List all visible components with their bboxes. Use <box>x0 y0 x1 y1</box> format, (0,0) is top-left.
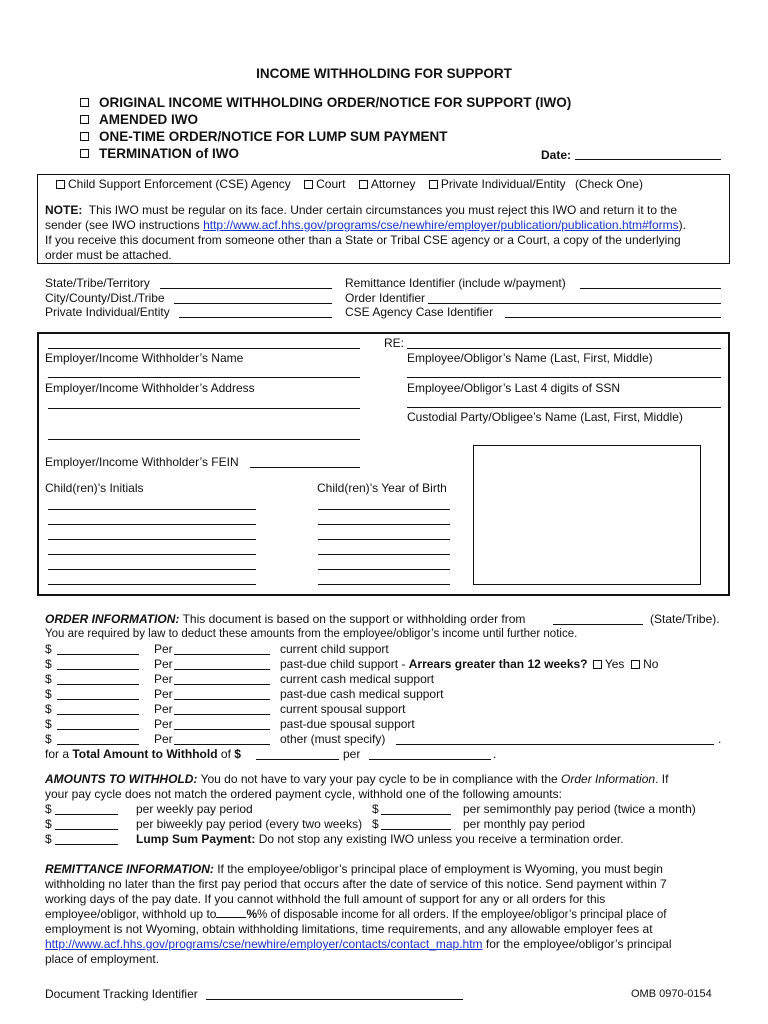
order-info-line-2: You are required by law to deduct these amounts from the employee/obligor’s income until further notice. <box>45 628 578 640</box>
dollar-sign: $ <box>45 687 52 701</box>
semimonthly-amount-field[interactable] <box>381 814 451 815</box>
total-amount-row: for a Total Amount to Withhold of $ <box>45 747 241 761</box>
sender-option-court[interactable]: Court <box>304 177 345 191</box>
period-mark: . <box>718 732 722 746</box>
cse-case-identifier-label: CSE Agency Case Identifier <box>345 305 494 319</box>
remittance-line-7: place of employment. <box>45 952 160 966</box>
total-per-field[interactable] <box>369 759 491 760</box>
amount-field[interactable] <box>57 744 139 745</box>
omb-number: OMB 0970-0154 <box>631 988 712 1000</box>
remittance-line-4: employee/obligor, withhold up to %% of disposable income for all orders. If the employee/obligor’s principal place of <box>45 907 667 921</box>
employee-name-label: Employee/Obligor’s Name (Last, First, Middle) <box>407 351 653 365</box>
dollar-sign: $ <box>45 802 52 816</box>
amount-field[interactable] <box>57 654 139 655</box>
amount-field[interactable] <box>57 714 139 715</box>
contact-map-link[interactable]: http://www.acf.hhs.gov/programs/cse/newhire/employer/contacts/contact_map.htm <box>45 937 483 951</box>
custodial-name-label: Custodial Party/Obligee’s Name (Last, First, Middle) <box>407 410 683 424</box>
monthly-amount-field[interactable] <box>381 829 451 830</box>
city-county-field[interactable] <box>174 303 332 304</box>
checkbox-cse[interactable] <box>56 180 65 189</box>
children-yob-label: Child(ren)’s Year of Birth <box>317 481 447 495</box>
support-type-label-arrears: past-due child support - Arrears greater than 12 weeks? Yes No <box>280 657 659 671</box>
note-line-4: order must be attached. <box>45 248 172 262</box>
percent-field[interactable] <box>216 907 246 918</box>
checkbox-original[interactable] <box>80 98 89 107</box>
re-label: RE: <box>384 336 405 350</box>
biweekly-label: per biweekly pay period (every two weeks) <box>136 817 363 831</box>
order-identifier-field[interactable] <box>428 303 721 304</box>
child-initials-field[interactable] <box>48 524 256 525</box>
state-tribe-territory-label: State/Tribe/Territory <box>45 276 150 290</box>
page-title: INCOME WITHHOLDING FOR SUPPORT <box>256 66 512 81</box>
date-label: Date: <box>541 148 572 162</box>
support-type-label: current child support <box>280 642 389 656</box>
checkbox-yes[interactable] <box>593 660 602 669</box>
form-type-original[interactable] <box>80 95 571 110</box>
support-type-label: other (must specify) <box>280 732 386 746</box>
employee-name-field[interactable] <box>407 348 721 349</box>
tracking-identifier-field[interactable] <box>206 999 463 1000</box>
form-type-amended[interactable] <box>80 112 198 127</box>
amount-field[interactable] <box>57 729 139 730</box>
child-initials-field[interactable] <box>48 569 256 570</box>
remittance-line-3: working days of the pay date. If you cannot withhold the full amount of support for any or all orders for this <box>45 892 606 906</box>
per-label: Per <box>154 672 173 686</box>
total-amount-field[interactable] <box>256 759 339 760</box>
order-state-tribe-field[interactable] <box>553 624 643 625</box>
children-initials-label: Child(ren)’s Initials <box>45 481 144 495</box>
child-initials-field[interactable] <box>48 554 256 555</box>
lump-sum-row: Lump Sum Payment: Do not stop any existing IWO unless you receive a termination order. <box>136 832 624 846</box>
employer-fein-field[interactable] <box>250 467 360 468</box>
amount-field[interactable] <box>57 684 139 685</box>
sender-option-private[interactable]: Private Individual/Entity <box>429 177 566 191</box>
employer-fein-label: Employer/Income Withholder’s FEIN <box>45 455 239 469</box>
blank-box <box>473 445 701 585</box>
dollar-sign: $ <box>45 642 52 656</box>
total-per-label: per <box>343 747 361 761</box>
weekly-amount-field[interactable] <box>55 814 118 815</box>
per-field[interactable] <box>174 669 270 670</box>
city-county-label: City/County/Dist./Tribe <box>45 291 165 305</box>
remittance-line-2: withholding no later than the first pay period that occurs after the date of service of this notice. Send payment within 7 <box>45 877 667 891</box>
child-initials-field[interactable] <box>48 509 256 510</box>
monthly-label: per monthly pay period <box>463 817 586 831</box>
amounts-line-2: your pay cycle does not match the ordered payment cycle, withhold one of the following amounts: <box>45 787 562 801</box>
order-info-line-1: ORDER INFORMATION: This document is based on the support or withholding order from <box>45 612 526 626</box>
order-identifier-label: Order Identifier <box>345 291 426 305</box>
support-type-label: current cash medical support <box>280 672 435 686</box>
employer-address-field-1[interactable] <box>48 377 360 378</box>
per-label: Per <box>154 687 173 701</box>
employer-address-label: Employer/Income Withholder’s Address <box>45 381 255 395</box>
cse-case-identifier-field[interactable] <box>505 317 721 318</box>
per-field[interactable] <box>174 684 270 685</box>
dollar-sign: $ <box>45 817 52 831</box>
checkbox-private[interactable] <box>429 180 438 189</box>
employer-address-field-2[interactable] <box>48 408 360 409</box>
percent-sign: % <box>246 907 258 921</box>
checkbox-lump-sum[interactable] <box>80 132 89 141</box>
semimonthly-label: per semimonthly pay period (twice a month) <box>463 802 696 816</box>
private-entity-field[interactable] <box>179 317 332 318</box>
note-line-1: NOTE: This IWO must be regular on its face. Under certain circumstances you must reject this IWO and return it to the <box>45 203 678 217</box>
employee-ssn-label: Employee/Obligor’s Last 4 digits of SSN <box>407 381 620 395</box>
note-line-2: sender (see IWO instructions http://www.acf.hhs.gov/programs/cse/newhire/employer/publication/publication.htm#forms). <box>45 218 686 232</box>
state-tribe-territory-field[interactable] <box>160 288 332 289</box>
amount-field[interactable] <box>57 669 139 670</box>
employee-ssn-field[interactable] <box>407 377 721 378</box>
remittance-identifier-label: Remittance Identifier (include w/payment) <box>345 276 566 290</box>
per-field[interactable] <box>174 714 270 715</box>
employer-name-field[interactable] <box>48 348 360 349</box>
child-initials-field[interactable] <box>48 539 256 540</box>
per-label: Per <box>154 717 173 731</box>
dollar-sign: $ <box>45 672 52 686</box>
dollar-sign: $ <box>45 832 52 846</box>
other-specify-field[interactable] <box>396 744 714 745</box>
checkbox-amended[interactable] <box>80 115 89 124</box>
per-label: Per <box>154 642 173 656</box>
amount-field[interactable] <box>57 699 139 700</box>
note-line-3: If you receive this document from someone other than a State or Tribal CSE agency or a Court, a copy of the underlying <box>45 233 681 247</box>
form-type-termination[interactable] <box>80 146 239 161</box>
private-entity-label: Private Individual/Entity <box>45 305 170 319</box>
check-one-hint: (Check One) <box>574 177 643 191</box>
employer-address-field-3[interactable] <box>48 439 360 440</box>
checkbox-attorney[interactable] <box>359 180 368 189</box>
remittance-line-1: REMITTANCE INFORMATION: If the employee/obligor’s principal place of employment is Wyoming, you must begin <box>45 862 663 876</box>
dollar-sign: $ <box>372 817 379 831</box>
period-mark: . <box>493 747 497 761</box>
support-type-label: past-due cash medical support <box>280 687 444 701</box>
checkbox-court[interactable] <box>304 180 313 189</box>
state-tribe-suffix: (State/Tribe). <box>650 612 720 626</box>
per-label: Per <box>154 702 173 716</box>
per-field[interactable] <box>174 744 270 745</box>
remittance-line-5: employment is not Wyoming, obtain withholding limitations, time requirements, and any allowable employer fees at <box>45 922 653 936</box>
support-type-label: past-due spousal support <box>280 717 415 731</box>
form-type-label: ONE-TIME ORDER/NOTICE FOR LUMP SUM PAYMENT <box>99 129 448 144</box>
checkbox-no[interactable] <box>631 660 640 669</box>
sender-options <box>56 177 643 191</box>
dollar-sign: $ <box>45 732 52 746</box>
dollar-sign: $ <box>45 657 52 671</box>
iwo-instructions-link[interactable]: http://www.acf.hhs.gov/programs/cse/newhire/employer/publication/publication.htm#forms <box>203 218 679 232</box>
dollar-sign: $ <box>45 717 52 731</box>
per-field[interactable] <box>174 699 270 700</box>
child-yob-field[interactable] <box>318 539 450 540</box>
child-yob-field[interactable] <box>318 554 450 555</box>
remittance-line-6: http://www.acf.hhs.gov/programs/cse/newhire/employer/contacts/contact_map.htm for the employee/obligor’s principal <box>45 937 672 951</box>
employer-name-label: Employer/Income Withholder’s Name <box>45 351 244 365</box>
dollar-sign: $ <box>372 802 379 816</box>
biweekly-amount-field[interactable] <box>55 829 118 830</box>
per-field[interactable] <box>174 654 270 655</box>
per-field[interactable] <box>174 729 270 730</box>
tracking-identifier-label: Document Tracking Identifier <box>45 987 198 1001</box>
support-type-label: current spousal support <box>280 702 406 716</box>
weekly-label: per weekly pay period <box>136 802 253 816</box>
custodial-name-field[interactable] <box>407 407 721 408</box>
per-label: Per <box>154 732 173 746</box>
child-initials-field[interactable] <box>48 584 256 585</box>
child-yob-field[interactable] <box>318 569 450 570</box>
lump-sum-amount-field[interactable] <box>55 844 118 845</box>
amounts-line-1: AMOUNTS TO WITHHOLD: You do not have to vary your pay cycle to be in compliance with the Order Information. If <box>45 772 669 786</box>
form-type-lump-sum[interactable] <box>80 129 448 144</box>
form-type-label: ORIGINAL INCOME WITHHOLDING ORDER/NOTICE FOR SUPPORT (IWO) <box>99 95 572 110</box>
dollar-sign: $ <box>45 702 52 716</box>
child-yob-field[interactable] <box>318 509 450 510</box>
date-field[interactable] <box>575 159 721 160</box>
checkbox-termination[interactable] <box>80 149 89 158</box>
form-type-label: TERMINATION of IWO <box>99 146 239 161</box>
form-type-label: AMENDED IWO <box>99 112 198 127</box>
child-yob-field[interactable] <box>318 524 450 525</box>
per-label: Per <box>154 657 173 671</box>
child-yob-field[interactable] <box>318 584 450 585</box>
remittance-identifier-field[interactable] <box>580 288 721 289</box>
sender-option-cse[interactable]: Child Support Enforcement (CSE) Agency <box>56 177 291 191</box>
sender-option-attorney[interactable]: Attorney <box>359 177 416 191</box>
